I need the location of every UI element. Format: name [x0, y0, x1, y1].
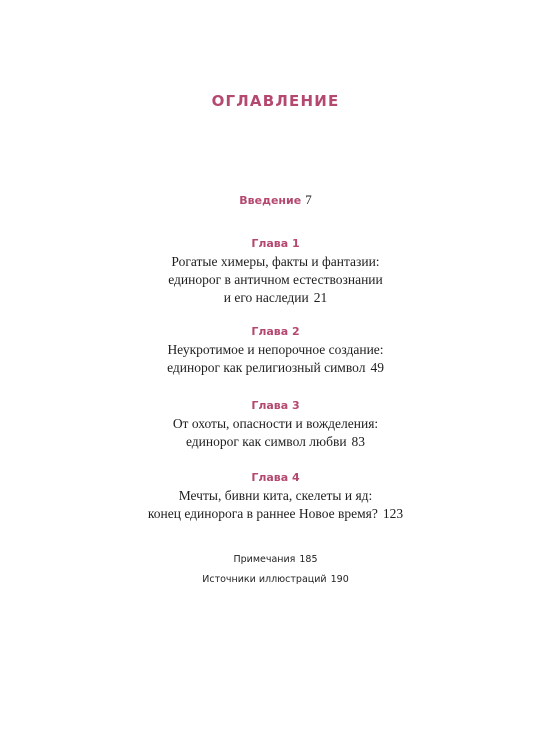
chapter-4-page-number: 123 — [382, 506, 404, 521]
intro-page-number: 7 — [305, 192, 312, 207]
chapter-2-label: Глава 2 — [251, 325, 300, 338]
chapter-1-title-line-3: и его наследии — [223, 290, 309, 305]
chapter-1-label: Глава 1 — [251, 237, 300, 250]
chapter-3-label: Глава 3 — [251, 399, 300, 412]
chapter-2-page-number: 49 — [370, 360, 384, 375]
toc-entry-illustration-sources[interactable] — [0, 573, 551, 587]
illustration-sources-page-number: 190 — [330, 574, 349, 585]
chapter-1-title-line-1: Рогатые химеры, факты и фантазии: — [171, 254, 380, 269]
chapter-2-title-line-1: Неукротимое и непорочное создание: — [167, 342, 384, 357]
notes-label: Примечания — [233, 554, 296, 565]
toc-entry-chapter-4[interactable] — [0, 470, 551, 523]
intro-label: Введение — [239, 194, 302, 207]
toc-entry-chapter-1[interactable] — [0, 236, 551, 307]
illustration-sources-label: Источники иллюстраций — [202, 574, 327, 585]
chapter-3-title-line-1: От охоты, опасности и вожделения: — [172, 416, 379, 431]
chapter-4-title-line-1: Мечты, бивни кита, скелеты и яд: — [178, 488, 373, 503]
toc-entry-notes[interactable] — [0, 553, 551, 567]
chapter-4-title-line-2: конец единорога в раннее Новое время? — [147, 506, 378, 521]
chapter-3-title-line-2: единорог как символ любви — [185, 434, 347, 449]
toc-entry-intro[interactable] — [0, 192, 551, 209]
notes-page-number: 185 — [299, 554, 318, 565]
toc-entry-chapter-3[interactable] — [0, 398, 551, 451]
chapter-3-page-number: 83 — [351, 434, 366, 449]
page-title: ОГЛАВЛЕНИЕ — [211, 92, 340, 110]
toc-entry-chapter-2[interactable] — [0, 324, 551, 377]
chapter-1-title-line-2: единорог в античном естествознании — [168, 272, 383, 287]
chapter-2-title-line-2: единорог как религиозный символ — [167, 360, 366, 375]
chapter-4-label: Глава 4 — [251, 471, 300, 484]
chapter-1-page-number: 21 — [313, 290, 328, 305]
